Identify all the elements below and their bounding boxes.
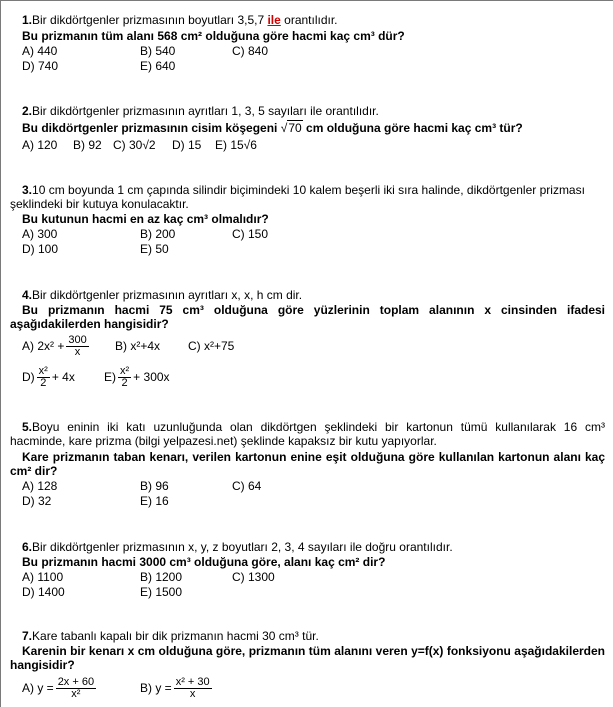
q4-option-d-numerator: x² [38,365,48,378]
q2-root-value: 70 [288,121,302,135]
q5-option-e[interactable]: E) 16 [140,494,169,508]
q4-question-line2: aşağıdakilerden hangisidir? [10,317,169,331]
q3-option-e[interactable]: E) 50 [140,242,169,256]
q6-option-e[interactable]: E) 1500 [140,585,183,599]
q7-option-a-numerator: 2x + 60 [57,676,95,689]
q7-option-a-fraction [56,677,96,700]
q4-option-d-fraction [37,366,50,389]
q4-option-d[interactable] [22,364,75,390]
q4-option-d-label: D) [22,370,35,384]
q3-stem-line1 [22,183,585,197]
q1-option-b[interactable]: B) 540 [140,44,176,58]
q4-number: 4. [22,288,33,302]
q2-option-d[interactable]: D) 15 [172,138,202,152]
q1-option-c[interactable]: C) 840 [232,44,269,58]
q2-question-b: cm olduğuna göre hacmi kaç cm³ tür? [302,121,523,135]
q7-option-a[interactable] [22,675,98,701]
q4-option-d-tail: + 4x [51,370,75,384]
q5-option-c[interactable]: C) 64 [232,479,262,493]
page-left-border [0,0,1,707]
q1-text-ile: ile [267,13,281,27]
q3-number: 3. [22,183,33,197]
q1-text-b: orantılıdır. [280,13,338,27]
q4-option-e[interactable] [104,364,170,390]
q2-option-e[interactable]: E) 15√6 [215,138,257,152]
q5-number: 5. [22,420,33,434]
q3-option-a[interactable]: A) 300 [22,227,58,241]
q3-stem-line2: şeklindeki bir kutuya konulacaktır. [10,197,189,211]
q6-option-c[interactable]: C) 1300 [232,570,275,584]
q5-text-a: Boyu eninin iki katı uzunluğunda olan dikdörtgen şeklindeki bir kartonun tümü kullanılarak 16 cm³ [32,420,605,434]
page-top-border [0,0,613,1]
q4-text: Bir dikdörtgenler prizmasının ayrıtları x, x, h cm dir. [32,288,303,302]
q6-option-d[interactable]: D) 1400 [22,585,65,599]
q4-question-line1: Bu prizmanın hacmi 75 cm³ olduğuna göre yüzlerinin toplam alanının x cinsinden ifadesi [22,303,605,317]
q7-number: 7. [22,629,33,643]
q7-option-b[interactable] [140,675,214,701]
q5-option-d[interactable]: D) 32 [22,494,52,508]
q7-text: Kare tabanlı kapalı bir dik prizmanın hacmi 30 cm³ tür. [32,629,319,643]
q4-option-a-denominator: x [74,346,81,359]
q4-option-c[interactable]: C) x²+75 [188,339,235,353]
q2-root-sign: √ [280,121,288,135]
q4-option-e-tail: + 300x [133,370,170,384]
q1-option-a[interactable]: A) 440 [22,44,58,58]
q7-stem [22,629,319,643]
q1-question: Bu prizmanın tüm alanı 568 cm² olduğuna göre hacmi kaç cm³ dür? [22,29,405,43]
q1-text-a: Bir dikdörtgenler prizmasının boyutları 3,5,7 [32,13,268,27]
q1-stem [22,13,338,27]
q6-question: Bu prizmanın hacmi 3000 cm³ olduğuna göre, alanı kaç cm² dir? [22,555,386,569]
q7-option-a-label: A) y = [22,681,54,695]
q4-option-e-numerator: x² [120,365,130,378]
q6-option-b[interactable]: B) 1200 [140,570,183,584]
q5-question-line2: cm² dir? [10,464,58,478]
q2-option-b[interactable]: B) 92 [73,138,102,152]
q7-option-b-label: B) y = [140,681,172,695]
q4-option-b[interactable]: B) x²+4x [115,339,161,353]
q6-stem [22,540,453,554]
q7-option-b-fraction [174,677,212,700]
q4-option-a-numerator: 300 [68,334,87,347]
q4-stem [22,288,302,302]
q7-option-b-denominator: x [189,688,196,701]
q1-number: 1. [22,13,33,27]
q4-option-e-fraction [118,366,131,389]
q2-text: Bir dikdörtgenler prizmasının ayrıtları 1, 3, 5 sayıları ile orantılıdır. [32,104,379,118]
q4-option-a-fraction [66,335,88,358]
q5-question-line1: Kare prizmanın taban kenarı, verilen kartonun enine eşit olduğuna göre kullanılan kartonun alanı kaç [22,450,605,464]
q4-option-d-denominator: 2 [40,377,47,390]
q5-option-a[interactable]: A) 128 [22,479,58,493]
q4-option-a[interactable] [22,333,91,359]
q3-question: Bu kutunun hacmi en az kaç cm³ olmalıdır? [22,212,269,226]
q4-option-e-denominator: 2 [121,377,128,390]
q3-text-a: 10 cm boyunda 1 cm çapında silindir biçimindeki 10 kalem beşerli iki sıra halinde, dikdörtgenler prizması [32,183,585,197]
q6-number: 6. [22,540,33,554]
q2-number: 2. [22,104,33,118]
q2-option-c[interactable]: C) 30√2 [113,138,156,152]
q6-text: Bir dikdörtgenler prizmasının x, y, z boyutları 2, 3, 4 sayıları ile doğru orantılıdır. [32,540,453,554]
q7-question-line2: hangisidir? [10,658,75,672]
q3-option-c[interactable]: C) 150 [232,227,269,241]
q7-option-a-denominator: x² [71,688,81,701]
q5-option-b[interactable]: B) 96 [140,479,169,493]
q7-option-b-numerator: x² + 30 [175,676,210,689]
q2-question-a: Bu dikdörtgenler prizmasının cisim köşegeni [22,121,281,135]
q3-option-b[interactable]: B) 200 [140,227,176,241]
q4-option-a-label: A) 2x² + [22,339,65,353]
q7-question-line1: Karenin bir kenarı x cm olduğuna göre, prizmanın tüm alanını veren y=f(x) fonksiyonu aşağıdakilerden [22,644,605,658]
q4-option-e-label: E) [104,370,116,384]
q3-option-d[interactable]: D) 100 [22,242,59,256]
q6-option-a[interactable]: A) 1100 [22,570,64,584]
q2-option-a[interactable]: A) 120 [22,138,58,152]
q2-stem [22,104,379,118]
q1-option-d[interactable]: D) 740 [22,59,59,73]
q5-stem-line2: hacminde, kare prizma (bilgi yelpazesi.net) şeklinde kapaksız bir kutu yapıyorlar. [10,434,437,448]
q5-stem-line1 [22,420,605,434]
q1-option-e[interactable]: E) 640 [140,59,176,73]
q2-question [22,121,523,135]
